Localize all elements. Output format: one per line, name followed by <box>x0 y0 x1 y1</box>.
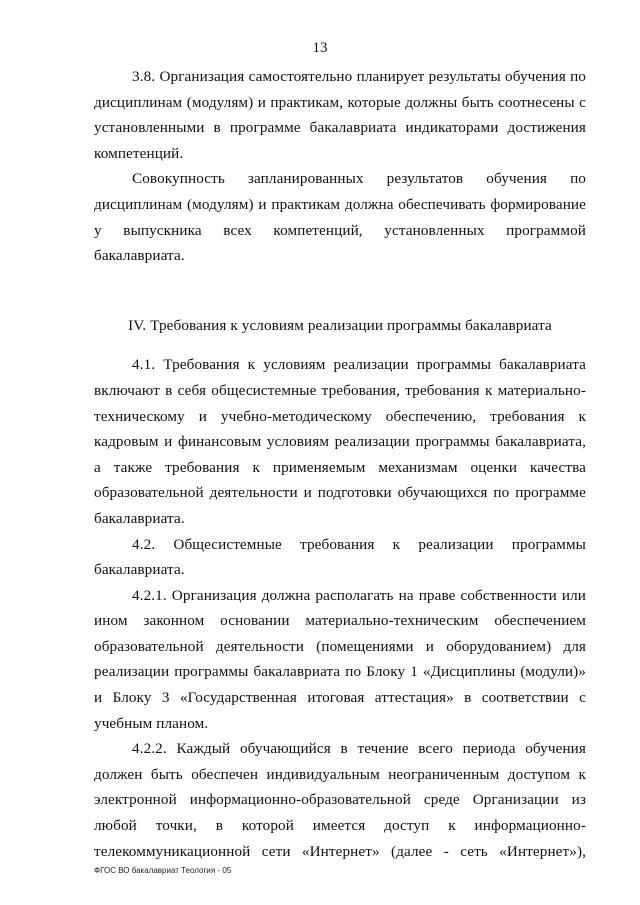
page-number: 13 <box>312 40 328 56</box>
section-heading-iv: IV. Требования к условиям реализации программы бакалавриата <box>128 316 552 334</box>
paragraph-4-2-2: 4.2.2. Каждый обучающийся в течение всего периода обучения должен быть обеспечен индивидуальным неограниченным доступом к электронной информационно-образовательной среде Организации из любой точки, в которой имеется доступ к информационно-телекоммуникационной сети «Интернет» (далее - сеть «Интернет»), <box>94 740 586 860</box>
paragraph-4-2-1: 4.2.1. Организация должна располагать на праве собственности или ином законном основании материально-техническим обеспечением образовательной деятельности (помещениями и оборудованием) для реализации программы бакалавриата по Блоку 1 «Дисциплины (модули)» и Блоку 3 «Государственная итоговая аттестация» в соответствии с учебным планом. <box>94 586 586 732</box>
paragraph-learning-outcomes: Совокупность запланированных результатов обучения по дисциплинам (модулям) и практикам должна обеспечивать формирование у выпускника всех компетенций, установленных программой бакалавриата. <box>94 170 586 265</box>
document-body <box>94 64 586 864</box>
paragraph-4-1: 4.1. Требования к условиям реализации программы бакалавриата включают в себя общесистемные требования, требования к материально-техническому и учебно-методическому обеспечению, требования к кадровым и финансовым условиям реализации программы бакалавриата, а также требования к применяемым механизмам оценки качества образовательной деятельности и подготовки обучающихся по программе бакалавриата. <box>94 356 586 527</box>
paragraph-3-8: 3.8. Организация самостоятельно планирует результаты обучения по дисциплинам (модулям) и практикам, которые должны быть соотнесены с установленными в программе бакалавриата индикаторами достижения компетенций. <box>94 68 586 162</box>
footer-document-id: ФГОС ВО бакалавриат Теология - 05 <box>94 866 232 875</box>
paragraph-4-2: 4.2. Общесистемные требования к реализации программы бакалавриата. <box>94 535 586 579</box>
